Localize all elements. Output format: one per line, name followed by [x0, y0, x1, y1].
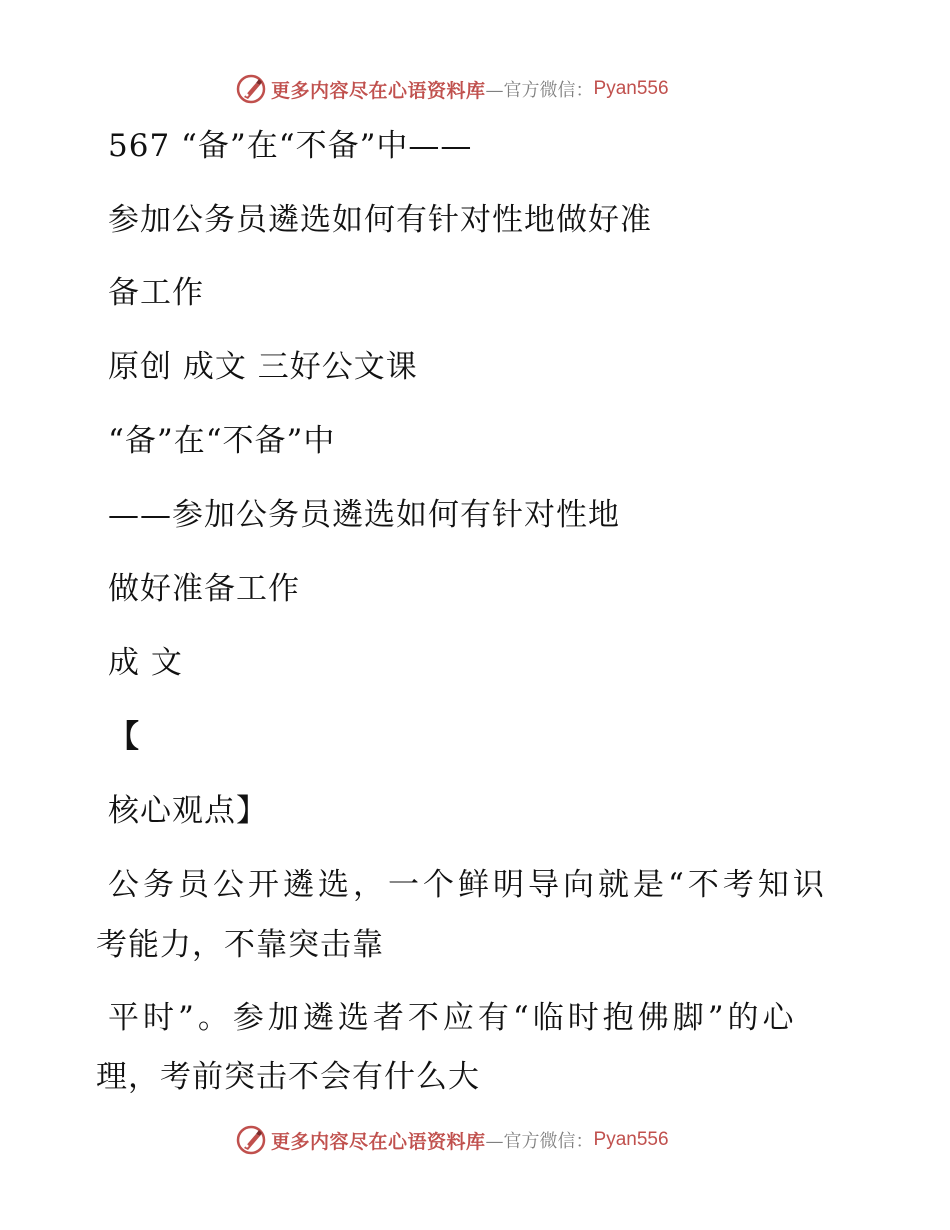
banner-title: 更多内容尽在心语资料库	[271, 1130, 486, 1153]
doc-line-core-points: 核心观点】	[108, 793, 268, 829]
pen-nib-logo-icon	[235, 73, 267, 105]
doc-line-byline: 原创 成文 三好公文课	[108, 349, 418, 385]
pen-nib-logo-icon	[235, 1124, 267, 1156]
doc-line-bracket-open: 【	[108, 719, 140, 755]
doc-line-heading-sub-cont: 做好准备工作	[108, 571, 300, 607]
doc-line-paragraph-1-cont: 考能力，不靠突击靠	[96, 927, 384, 963]
banner-subtitle: —官方微信：	[485, 1131, 594, 1152]
doc-line-heading-sub: ——参加公务员遴选如何有针对性地	[108, 497, 620, 533]
banner-title: 更多内容尽在心语资料库	[271, 79, 486, 102]
footer-banner	[235, 1123, 669, 1157]
banner-wechat-id: Pyan556	[593, 78, 669, 99]
doc-line-paragraph-1: 公务员公开遴选，一个鲜明导向就是“不考知识	[108, 867, 828, 903]
banner-subtitle: —官方微信：	[485, 80, 594, 101]
doc-line-title: 567 “备”在“不备”中——	[108, 128, 473, 164]
banner-wechat-id: Pyan556	[593, 1129, 669, 1150]
doc-line-heading: “备”在“不备”中	[108, 423, 336, 459]
doc-line-author: 成 文	[108, 645, 183, 681]
doc-line-subtitle-cont: 备工作	[108, 275, 204, 311]
header-banner	[235, 72, 669, 106]
doc-line-paragraph-2-cont: 理，考前突击不会有什么大	[96, 1059, 480, 1095]
doc-line-subtitle: 参加公务员遴选如何有针对性地做好准	[108, 202, 652, 238]
doc-line-paragraph-2: 平时”。参加遴选者不应有“临时抱佛脚”的心	[108, 1000, 798, 1036]
